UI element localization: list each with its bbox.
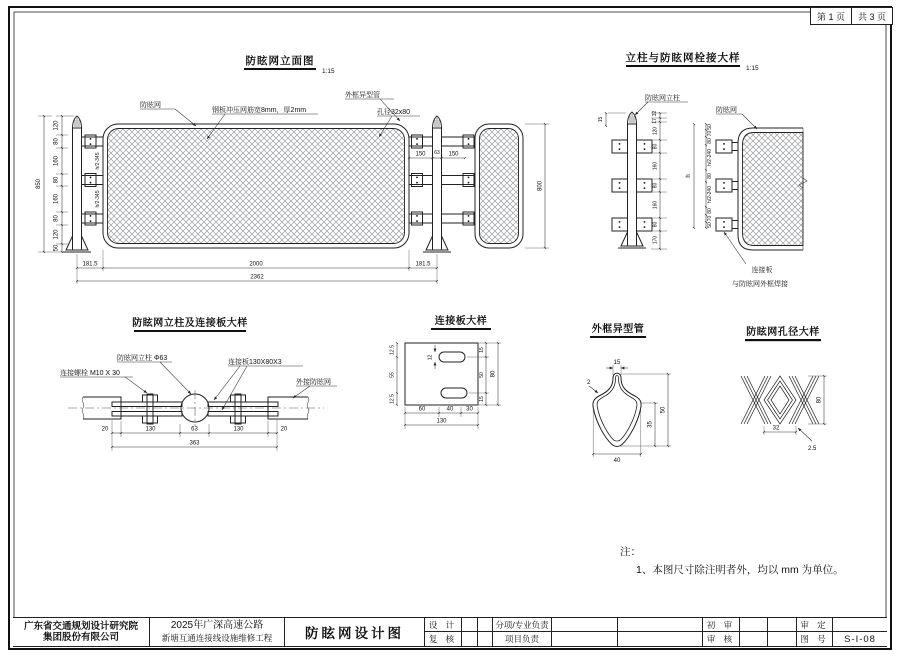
label-plate: 连接板130X80X3 xyxy=(228,359,282,366)
dim: 80 xyxy=(707,208,713,214)
slot-top xyxy=(439,352,465,362)
project-cell xyxy=(150,618,285,646)
check-label: 复 核 xyxy=(425,632,462,646)
dim: 80 xyxy=(53,138,60,145)
design-label: 设 计 xyxy=(425,618,462,632)
dim: 70 xyxy=(707,130,713,137)
design-signature-cell xyxy=(462,618,478,632)
label-mesh-spec: 钢板冲压网筋宽8mm，厚2mm xyxy=(212,107,307,114)
post-plate-title: 防眩网立柱及连接板大样 xyxy=(132,318,248,329)
hook-right-dims xyxy=(651,111,667,249)
dim-post-gap: h/2-345 xyxy=(95,190,101,208)
elevation-title: 防眩网立面图 xyxy=(245,55,315,67)
plate-dims xyxy=(390,343,502,429)
label-aperture: 孔径32x80 xyxy=(377,109,411,116)
dim: 160 xyxy=(652,200,659,210)
dim-total: 363 xyxy=(189,440,200,447)
hook-title-underline xyxy=(626,65,740,67)
dim: 80 xyxy=(652,221,659,228)
tube-title: 外框异型管 xyxy=(591,324,645,335)
hook-scale: 1:15 xyxy=(746,65,759,72)
dim-h: h xyxy=(686,174,692,178)
dim-post-gap: h/2-345 xyxy=(95,152,101,170)
label-net: 防眩网 xyxy=(140,102,161,109)
dim: 50 xyxy=(707,222,713,228)
dim: 12.5 xyxy=(389,394,396,404)
dim: 50 xyxy=(707,124,713,130)
dim: 15 xyxy=(479,396,485,402)
dim-wall: 2 xyxy=(587,380,591,386)
notes-heading: 注： xyxy=(620,546,641,558)
approve-label: 审 定 xyxy=(797,618,833,632)
label-post: 防眩网立柱 xyxy=(645,95,680,102)
post-plate-title-underline xyxy=(134,330,246,332)
project-lead-label: 项目负责 xyxy=(493,632,552,646)
dim: 181.5 xyxy=(82,261,98,268)
elevation-panel-height-dim xyxy=(525,124,549,248)
company-cell xyxy=(13,618,150,646)
dim: 160 xyxy=(53,193,60,205)
tube-outer xyxy=(593,373,641,446)
section-lead-extra-cell xyxy=(618,618,703,632)
label-net: 防眩网 xyxy=(716,107,737,114)
title-block xyxy=(13,617,887,647)
dim: 80 xyxy=(707,173,713,179)
dim: 15 xyxy=(598,116,604,123)
notes-item-1: 1、本图尺寸除注明者外，均以 mm 为单位。 xyxy=(636,564,844,576)
drawing-no-value: S-I-08 xyxy=(844,633,876,645)
dim-height: 50 xyxy=(660,406,667,414)
company-line1: 广东省交通规划设计研究院 xyxy=(23,620,138,632)
post-plate-detail-drawing xyxy=(60,316,337,451)
slot-bottom xyxy=(441,388,467,398)
dim: h/2-240 xyxy=(707,149,713,166)
label-weld: 与防眩网外框焊接 xyxy=(732,281,788,288)
dim-total-height: 850 xyxy=(36,178,42,190)
dim: 80 xyxy=(707,138,713,144)
dim-panel-height: 800 xyxy=(537,180,544,192)
dim-strand: 2.5 xyxy=(808,446,817,452)
review-signature-cell xyxy=(740,632,768,646)
dim: 40 xyxy=(446,406,454,413)
dim-total: 130 xyxy=(436,418,447,425)
label-frame-tube: 外框异型管 xyxy=(345,92,380,99)
bolt-left xyxy=(143,394,158,424)
hook-detail-drawing xyxy=(598,51,807,288)
page-number-box xyxy=(810,7,893,25)
dim: 2000 xyxy=(249,261,263,268)
dim: 12.5 xyxy=(389,345,396,355)
hook-post xyxy=(618,112,646,248)
elevation-mid-dims xyxy=(409,150,465,158)
hook-cap-dim xyxy=(598,113,626,126)
dim-width: 40 xyxy=(613,458,621,464)
hook-title: 立柱与防眩网栓接大样 xyxy=(625,52,741,64)
tube-detail-drawing xyxy=(587,322,671,464)
elevation-scale: 1:15 xyxy=(322,68,335,75)
aperture-title-underline xyxy=(745,339,821,341)
approve-value-cell xyxy=(833,618,887,632)
page-total: 共 3 页 xyxy=(857,11,886,22)
elevation-drawing xyxy=(36,54,549,284)
tube-dims xyxy=(587,360,671,464)
dim: 130 xyxy=(233,426,244,433)
company-line2: 集团股份有限公司 xyxy=(42,632,119,643)
tube-title-underline xyxy=(590,336,646,338)
label-plate: 连接板 xyxy=(751,267,773,274)
dim: 150 xyxy=(415,151,426,158)
dim: 50 xyxy=(53,244,60,252)
check-date-cell xyxy=(478,632,493,646)
initial-review-label: 初 审 xyxy=(703,618,740,632)
drawing-no-label: 图 号 xyxy=(797,632,833,646)
elevation-title-underline xyxy=(244,68,316,70)
dim: 17 xyxy=(652,118,658,124)
dim-height: 80 xyxy=(816,396,823,404)
dim: 50 xyxy=(479,372,485,378)
dim: 181.5 xyxy=(415,261,431,268)
design-date-cell xyxy=(478,618,493,632)
dim: 150 xyxy=(448,151,459,158)
initial-review-date-cell xyxy=(768,618,797,632)
mesh-panel-2 xyxy=(475,124,523,248)
hook-post-plates xyxy=(612,140,652,231)
hook-h-dims xyxy=(686,124,713,228)
project-lead-signature-cell xyxy=(552,632,618,646)
dim: 55 xyxy=(389,372,396,378)
dim: 70 xyxy=(707,215,713,222)
dim: 80 xyxy=(652,143,659,150)
check-signature-cell xyxy=(462,632,478,646)
dim: 60 xyxy=(418,406,426,413)
project-line2: 新塘互通连接线设施维修工程 xyxy=(161,632,273,643)
label-bolt: 连接螺栓 M10 X 30 xyxy=(60,370,120,377)
dim: 120 xyxy=(652,126,659,136)
dim-slot: 12 xyxy=(427,354,434,361)
dim: 160 xyxy=(53,155,60,167)
dim: 120 xyxy=(53,120,60,131)
dim: 80 xyxy=(652,182,659,189)
section-lead-signature-cell xyxy=(552,618,618,632)
dim: 160 xyxy=(652,161,659,171)
dim: 130 xyxy=(145,426,156,433)
project-lead-extra-cell xyxy=(618,632,703,646)
project-line1: 2025年广深高速公路 xyxy=(170,620,264,632)
notes xyxy=(620,546,844,576)
post-plate-labels xyxy=(60,353,337,410)
plate-detail-drawing xyxy=(390,314,502,429)
dim: 30 xyxy=(466,406,473,413)
elevation-bottom-dims xyxy=(77,250,437,284)
plate-title-underline xyxy=(431,328,491,330)
dim: 15 xyxy=(613,360,621,366)
hook-net-figure xyxy=(716,128,807,250)
aperture-title: 防眩网孔径大样 xyxy=(746,327,820,338)
section-lead-label: 分项/专业负责 xyxy=(493,618,552,632)
tube-inner xyxy=(597,376,637,442)
dim-width: 32 xyxy=(772,425,780,432)
dim: 80 xyxy=(53,176,60,184)
dim-total-width: 2362 xyxy=(250,274,264,281)
mesh-panel-1 xyxy=(103,124,409,248)
dim: 32 xyxy=(652,110,658,117)
aperture-mesh-pattern xyxy=(741,376,819,424)
label-post: 防眩网立柱 Φ63 xyxy=(117,355,168,362)
dim: 63 xyxy=(434,150,440,156)
dim: 80 xyxy=(53,215,60,222)
page-current: 第 1 页 xyxy=(811,8,852,24)
dim: 120 xyxy=(53,229,60,240)
dim: 20 xyxy=(101,426,109,433)
bolt-right xyxy=(231,394,246,424)
dim: 35 xyxy=(647,421,654,428)
plate-title: 连接板大样 xyxy=(434,316,488,327)
label-net: 外接防眩网 xyxy=(296,379,331,386)
review-label: 审 核 xyxy=(703,632,740,646)
dim: 15 xyxy=(479,347,485,353)
dim: 20 xyxy=(280,426,288,433)
dim: 63 xyxy=(191,426,198,433)
drawing-title-cell: 防眩网设计图 xyxy=(285,618,425,646)
initial-review-signature-cell xyxy=(740,618,768,632)
dim: 170 xyxy=(652,235,659,245)
dim-total: 80 xyxy=(490,370,497,378)
review-date-cell xyxy=(768,632,797,646)
elevation-left-dims xyxy=(36,116,74,252)
aperture-detail-drawing xyxy=(741,325,827,452)
dim: h/2-240 xyxy=(707,186,713,203)
